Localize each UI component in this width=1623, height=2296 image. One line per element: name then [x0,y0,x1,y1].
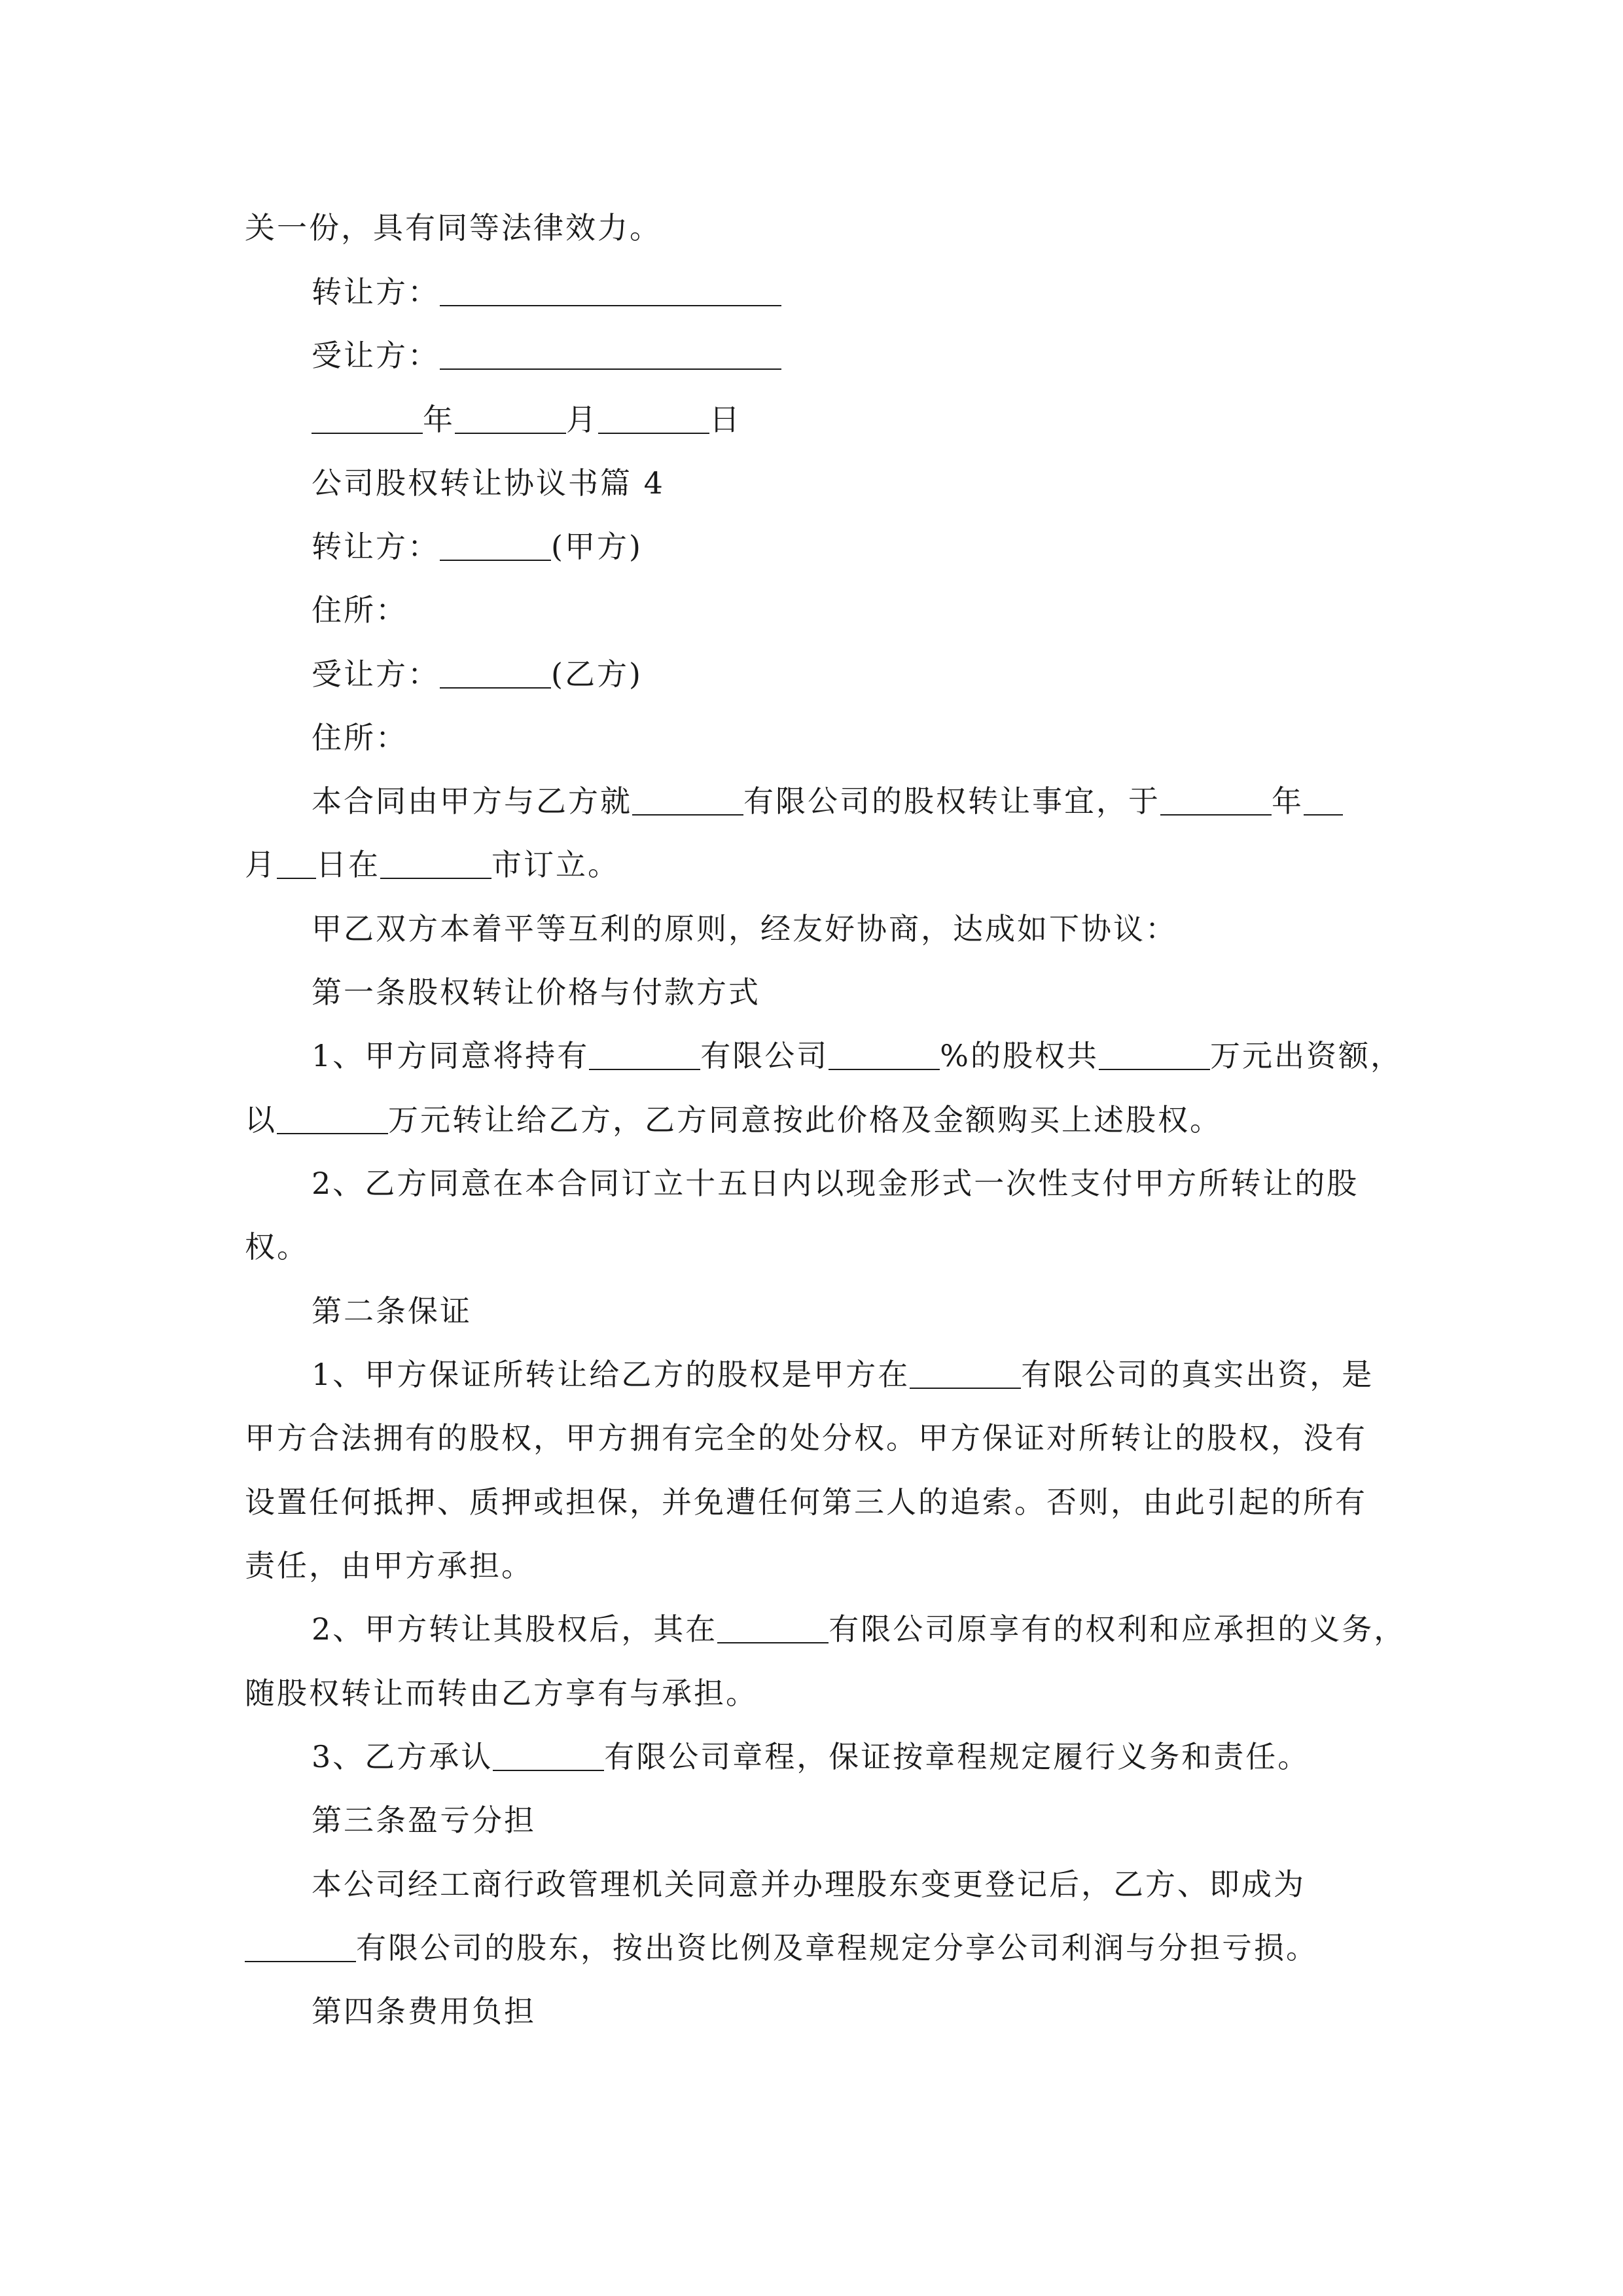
blank [312,403,423,434]
text: 市订立。 [491,847,620,882]
text: 2、乙方同意在本合同订立十五日内以现金形式一次性支付甲方所转让的股 [312,1166,1359,1201]
label: 住所： [312,720,408,755]
blank [1160,784,1272,816]
text: 年 [423,402,455,437]
paragraph-line [312,1164,1359,1203]
text: (乙方) [551,656,643,692]
paragraph-line [312,1865,1306,1904]
blank [1099,1039,1210,1070]
signature-blank [440,275,781,306]
blank [717,1612,829,1643]
paragraph-line [245,1546,533,1585]
article-heading [312,1992,536,2031]
blank [632,784,743,816]
heading-text: 公司股权转让协议书篇 4 [312,465,665,501]
text: 年 [1272,783,1304,819]
text: 权。 [245,1229,309,1265]
paragraph-line [312,1609,1406,1649]
text: 关一份，具有同等法律效力。 [245,210,662,245]
blank [455,403,566,434]
label: 受让方： [312,338,440,373]
blank [440,657,551,689]
heading-text: 第四条费用负担 [312,1994,536,2029]
blank [245,1931,356,1962]
paragraph-line [245,1100,1222,1139]
text: 3、乙方承认 [312,1739,493,1774]
paragraph-line [245,1227,309,1266]
address-line [312,590,408,630]
text: (甲方) [551,529,643,564]
blank [829,1039,940,1070]
text: 本合同由甲方与乙方就 [312,783,632,819]
text: 设置任何抵押、质押或担保，并免遭任何第三人的追索。否则，由此引起的所有 [245,1484,1367,1520]
text: 万元转让给乙方，乙方同意按此价格及金额购买上述股权。 [388,1102,1222,1138]
signature-blank [440,338,781,370]
text: 月 [245,847,277,882]
text: 有限公司的股东，按出资比例及章程规定分享公司利润与分担亏损。 [356,1930,1318,1965]
article-heading [312,1801,536,1840]
paragraph-line [245,1482,1367,1522]
signature-transferee [312,336,781,375]
paragraph-line [312,1355,1374,1394]
section-heading [312,463,665,503]
paragraph-line [245,1674,758,1713]
transferor-line [312,527,643,566]
heading-text: 第二条保证 [312,1293,472,1329]
blank [589,1039,700,1070]
paragraph-line [245,1928,1318,1967]
text: 有限公司的股权转让事宜，于 [743,783,1160,819]
address-line [312,718,408,757]
text: 1、甲方同意将持有 [312,1038,590,1073]
blank [910,1357,1021,1389]
blank [598,403,709,434]
text: 责任，由甲方承担。 [245,1548,533,1583]
label: 受让方： [312,656,440,692]
text: 甲方合法拥有的股权，甲方拥有完全的处分权。甲方保证对所转让的股权，没有 [245,1420,1367,1456]
blank [440,529,551,561]
signature-transferor [312,272,781,312]
blank [380,848,491,879]
text: 日 [709,402,741,437]
heading-text: 第三条盈亏分担 [312,1803,536,1838]
text: 本公司经工商行政管理机关同意并办理股东变更登记后，乙方、即成为 [312,1867,1306,1902]
text: 2、甲方转让其股权后，其在 [312,1611,718,1647]
text: 有限公司原享有的权利和应承担的义务， [829,1611,1406,1647]
text: 日在 [316,847,380,882]
paragraph-line [245,1418,1367,1458]
text: 万元出资额， [1210,1038,1402,1073]
text: 月 [566,402,598,437]
text: 有限公司的真实出资，是 [1021,1357,1374,1392]
paragraph-line [245,208,662,247]
text: 有限公司章程，保证按章程规定履行义务和责任。 [604,1739,1310,1774]
text: 1、甲方保证所转让给乙方的股权是甲方在 [312,1357,910,1392]
label: 转让方： [312,529,440,564]
transferee-line [312,655,643,694]
paragraph-line [245,845,620,884]
label: 住所： [312,592,408,628]
blank [493,1740,604,1771]
blank [277,1103,388,1134]
article-heading [312,1291,472,1331]
heading-text: 第一条股权转让价格与付款方式 [312,975,760,1010]
article-heading [312,973,760,1012]
signature-date [312,400,741,439]
paragraph-line [312,781,1343,821]
paragraph-line [312,1036,1402,1075]
label: 转让方： [312,274,440,310]
text: 甲乙双方本着平等互利的原则，经友好协商，达成如下协议： [312,911,1177,946]
text: 随股权转让而转由乙方享有与承担。 [245,1676,758,1711]
blank [1304,784,1343,816]
blank [277,848,316,879]
paragraph-line [312,1737,1310,1776]
text: 以 [245,1102,277,1138]
paragraph-line [312,909,1177,948]
text: 有限公司 [700,1038,829,1073]
text: %的股权共 [940,1038,1099,1073]
